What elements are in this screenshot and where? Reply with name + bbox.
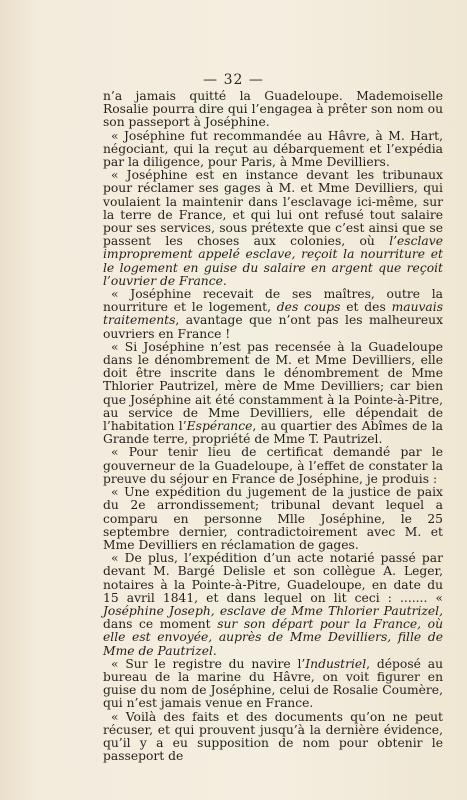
text-segment: , au quartier des Abîmes de la Grande terre, propriété de Mme T. Pautrizel. xyxy=(103,419,444,447)
paragraph-2 xyxy=(103,130,443,170)
italic-text: mauvais traitements xyxy=(103,300,444,328)
text-segment: « Si Joséphine n’est pas recensée à la Guadeloupe dans le dénombrement de M. et Mme Devilliers, elle doit être inscrite dans le dénombrement de Mme Thlorier Pautrizel, mère de Mme Devilliers; car bien que Joséphine ait été constamment à la Pointe-à-Pitre, au service de Mme Devilliers, elle dépendait de l’habitation l’ xyxy=(103,339,443,434)
italic-text: l’esclave improprement appelé esclave, reçoit la nourriture et le logement en guise du salaire en argent que reçoit l’ouvrier de France. xyxy=(103,234,443,288)
paragraph-1 xyxy=(103,90,443,130)
text-segment: et des xyxy=(340,300,392,315)
text-segment: n’a jamais quitté la Guadeloupe. Mademoiselle Rosalie pourra dire qui l’engagea à prêter son nom ou son passeport à Joséphine. xyxy=(103,89,443,130)
paragraph-7 xyxy=(103,486,443,552)
paragraph-3 xyxy=(103,169,443,288)
paragraph-6 xyxy=(103,446,443,486)
text-segment: , déposé au bureau de la marine du Hâvre, on voit figurer en guise du nom de Joséphine, celui de Rosalie Coumère, qui n’est jamais venue en France. xyxy=(103,656,443,711)
text-segment: « Une expédition du jugement de la justice de paix du 2e arrondissement; tribunal devant lequel a comparu en personne Mlle Joséphine, le 25 septembre dernier, contradictoirement avec M. et Mme Devilliers en réclamation de gages. xyxy=(103,485,443,552)
paragraph-5 xyxy=(103,341,443,447)
text-segment: dans ce moment xyxy=(103,617,218,632)
text-segment: « Pour tenir lieu de certificat demandé par le gouverneur de la Guadeloupe, à l’effet de constater la preuve du séjour en France de Joséphine, je produis : xyxy=(103,445,443,486)
text-segment: « De plus, l’expédition d’un acte notarié passé par devant M. Bargé Delisle et son collègue A. Leger, notaires à la Pointe-à-Pitre, Guadeloupe, en date du 15 avril 1841, et dans lequel on lit ceci : ....... « xyxy=(103,551,443,605)
page-number: — 32 — xyxy=(203,72,264,88)
paragraph-10 xyxy=(103,711,443,764)
body-text xyxy=(103,90,443,763)
text-segment: « Sur le registre du navire l’ xyxy=(111,656,306,671)
italic-text: des coups xyxy=(276,300,341,315)
paragraph-4 xyxy=(103,288,443,341)
italic-text: Industriel xyxy=(305,656,367,671)
italic-text: Espérance xyxy=(186,419,253,434)
text-segment: « Voilà des faits et des documents qu’on ne peut récuser, et qui prouvent jusqu’à la dernière évidence, qu’il y a eu supposition de nom pour obtenir le passeport de xyxy=(103,709,443,764)
italic-text: sur son départ pour la France, où elle est envoyée, auprès de Mme Devilliers, fille de Mme de Pautrizel. xyxy=(103,617,443,658)
text-segment: , avantage que n’ont pas les malheureux ouvriers en France ! xyxy=(103,313,443,341)
italic-text: Joséphine Joseph, esclave de Mme Thlorier Pautrizel, xyxy=(103,603,443,618)
text-segment: « Joséphine est en instance devant les tribunaux pour réclamer ses gages à M. et Mme Devilliers, qui voulaient la maintenir dans l’esclavage ici-même, sur la terre de France, et qui lui ont refusé tout salaire pour ses services, sous prétexte que c’est ainsi que se passent les choses aux colonies, où xyxy=(103,168,443,249)
paragraph-8 xyxy=(103,552,443,658)
text-segment: « Joséphine recevait de ses maîtres, outre la nourriture et le logement, xyxy=(103,287,443,315)
paragraph-9 xyxy=(103,658,443,711)
text-segment: « Joséphine fut recommandée au Hâvre, à M. Hart, négociant, qui la reçut au débarquement et l’expédia par la diligence, pour Paris, à Mme Devilliers. xyxy=(103,128,443,170)
